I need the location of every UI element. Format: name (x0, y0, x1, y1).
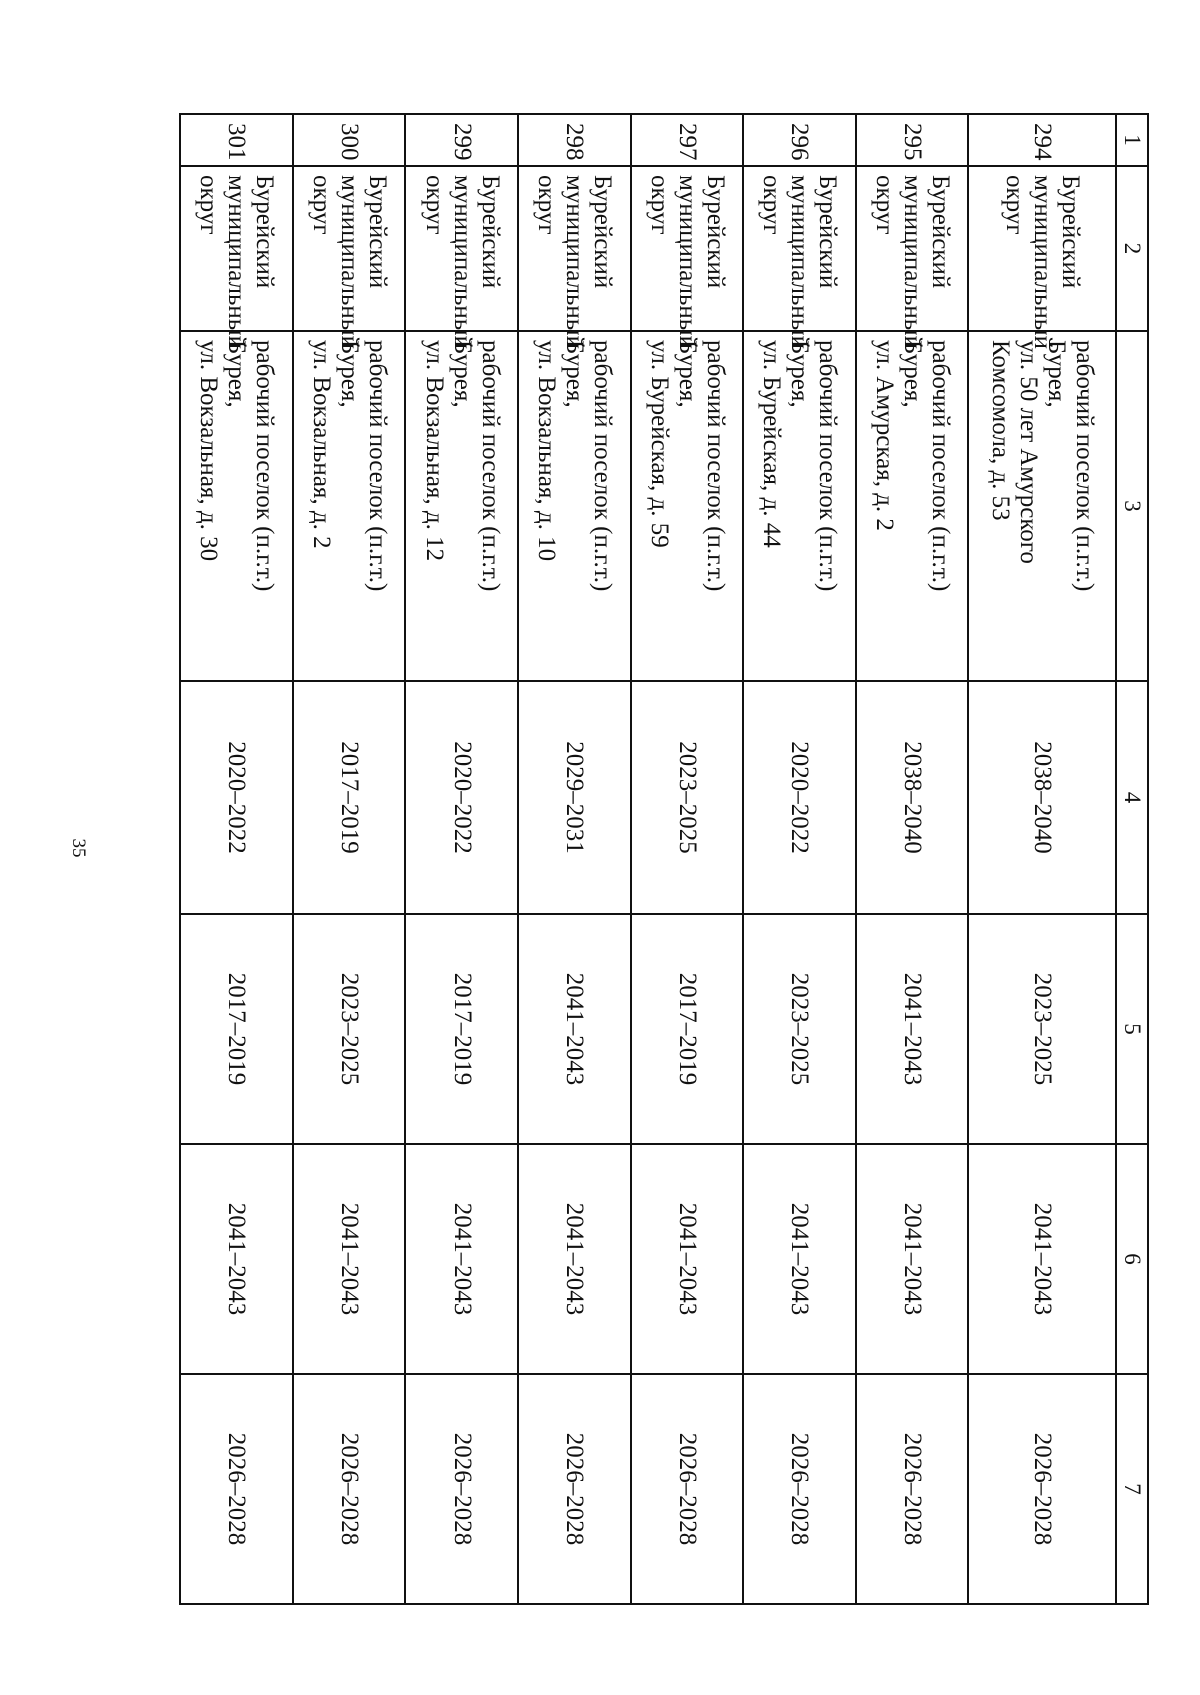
row-number-cell: 298 (518, 114, 631, 166)
municipality-line: Бурейский (251, 175, 279, 289)
municipality-cell (180, 166, 293, 349)
period-cell-col5: 2041–2043 (856, 914, 969, 1144)
address-line: Бурея, (899, 340, 927, 408)
period-cell-col4: 2020–2022 (743, 681, 856, 914)
address-line: рабочий поселок (п.г.т.) (814, 340, 842, 592)
municipality-line: муниципальный (786, 175, 814, 349)
period-cell-col4: 2017–2019 (293, 681, 406, 914)
address-cell (743, 331, 856, 681)
header-cell-6: 6 (1116, 1144, 1148, 1374)
header-cell-1: 1 (1116, 114, 1148, 166)
period-cell-col6: 2041–2043 (631, 1144, 744, 1374)
period-cell-col6: 2041–2043 (743, 1144, 856, 1374)
header-cell-7: 7 (1116, 1374, 1148, 1604)
period-cell-col4: 2029–2031 (518, 681, 631, 914)
municipality-line: муниципальный (1029, 175, 1057, 349)
municipality-line: округ (420, 175, 448, 235)
address-cell (856, 331, 969, 681)
municipality-cell (518, 166, 631, 349)
table-row (743, 114, 856, 1604)
municipality-line: Бурейский (476, 175, 504, 289)
table-body (180, 114, 1148, 1604)
header-cell-3: 3 (1116, 331, 1148, 681)
period-cell-col4: 2038–2040 (856, 681, 969, 914)
page-number: 35 (68, 838, 89, 858)
municipality-line: округ (1001, 175, 1029, 235)
address-line: ул. Вокзальная, д. 12 (420, 340, 448, 562)
municipality-line: округ (308, 175, 335, 235)
table-row (631, 114, 744, 1604)
municipality-cell (405, 166, 518, 349)
municipality-line: муниципальный (561, 175, 589, 349)
period-cell-col4: 2020–2022 (180, 681, 293, 914)
period-cell-col5: 2023–2025 (968, 914, 1116, 1144)
row-number-cell: 300 (293, 114, 406, 166)
period-cell-col5: 2023–2025 (743, 914, 856, 1144)
address-line: ул. Вокзальная, д. 10 (533, 340, 561, 562)
address-line: ул. 50 лет Амурского (1015, 340, 1043, 564)
header-cell-2: 2 (1116, 166, 1148, 331)
municipality-line: муниципальный (899, 175, 927, 349)
period-cell-col5: 2017–2019 (405, 914, 518, 1144)
period-cell-col7: 2026–2028 (968, 1374, 1116, 1604)
municipality-line: муниципальный (448, 175, 476, 349)
address-line: ул. Бурейская, д. 59 (645, 340, 673, 548)
schedule-table (179, 113, 1149, 1605)
address-line: Бурея, (786, 340, 814, 408)
period-cell-col4: 2023–2025 (631, 681, 744, 914)
row-number-cell: 296 (743, 114, 856, 166)
address-line: Бурея, (561, 340, 589, 408)
period-cell-col6: 2041–2043 (293, 1144, 406, 1374)
address-line: рабочий поселок (п.г.т.) (701, 340, 729, 592)
address-line: рабочий поселок (п.г.т.) (251, 340, 279, 592)
header-cell-4: 4 (1116, 681, 1148, 914)
address-line: Бурея, (336, 340, 363, 408)
period-cell-col4: 2038–2040 (968, 681, 1116, 914)
municipality-line: Бурейский (1057, 175, 1085, 289)
period-cell-col7: 2026–2028 (518, 1374, 631, 1604)
period-cell-col5: 2023–2025 (293, 914, 406, 1144)
municipality-line: Бурейский (701, 175, 729, 289)
period-cell-col4: 2020–2022 (405, 681, 518, 914)
municipality-cell (856, 166, 969, 349)
address-cell (968, 331, 1116, 681)
table-row (405, 114, 518, 1604)
period-cell-col7: 2026–2028 (743, 1374, 856, 1604)
table-container (179, 113, 1149, 1603)
address-line: рабочий поселок (п.г.т.) (927, 340, 955, 592)
address-line: Бурея, (673, 340, 701, 408)
row-number-cell: 297 (631, 114, 744, 166)
row-number-cell: 299 (405, 114, 518, 166)
address-cell (293, 331, 406, 681)
period-cell-col6: 2041–2043 (180, 1144, 293, 1374)
municipality-line: муниципальный (223, 175, 251, 349)
period-cell-col5: 2017–2019 (631, 914, 744, 1144)
row-number-cell: 295 (856, 114, 969, 166)
municipality-cell (293, 166, 406, 349)
municipality-line: Бурейский (814, 175, 842, 289)
address-line: рабочий поселок (п.г.т.) (1071, 340, 1099, 592)
address-line: Бурея, (223, 340, 251, 408)
period-cell-col6: 2041–2043 (405, 1144, 518, 1374)
municipality-cell (631, 166, 744, 349)
address-line: Бурея, (448, 340, 476, 408)
address-cell (180, 331, 293, 681)
period-cell-col6: 2041–2043 (518, 1144, 631, 1374)
table-row (180, 114, 293, 1604)
period-cell-col5: 2041–2043 (518, 914, 631, 1144)
municipality-line: округ (533, 175, 561, 235)
table-row (518, 114, 631, 1604)
table-row (293, 114, 406, 1604)
address-line: ул. Бурейская, д. 44 (758, 340, 786, 548)
municipality-cell (743, 166, 856, 349)
municipality-line: Бурейский (927, 175, 955, 289)
row-number-cell: 294 (968, 114, 1116, 166)
municipality-line: округ (871, 175, 899, 235)
table-row (856, 114, 969, 1604)
address-line: ул. Вокзальная, д. 2 (308, 340, 335, 549)
address-line: рабочий поселок (п.г.т.) (589, 340, 617, 592)
municipality-cell (968, 166, 1116, 349)
period-cell-col7: 2026–2028 (293, 1374, 406, 1604)
address-cell (631, 331, 744, 681)
period-cell-col5: 2017–2019 (180, 914, 293, 1144)
period-cell-col7: 2026–2028 (405, 1374, 518, 1604)
period-cell-col7: 2026–2028 (631, 1374, 744, 1604)
period-cell-col6: 2041–2043 (856, 1144, 969, 1374)
header-cell-5: 5 (1116, 914, 1148, 1144)
address-line: рабочий поселок (п.г.т.) (364, 340, 391, 592)
address-line: ул. Вокзальная, д. 30 (195, 340, 223, 562)
address-line: Комсомола, д. 53 (987, 340, 1015, 521)
municipality-line: муниципальный (673, 175, 701, 349)
period-cell-col6: 2041–2043 (968, 1144, 1116, 1374)
address-line: Бурея, (1043, 340, 1071, 408)
address-line: рабочий поселок (п.г.т.) (476, 340, 504, 592)
municipality-line: Бурейский (589, 175, 617, 289)
header-row (1116, 114, 1148, 1604)
row-number-cell: 301 (180, 114, 293, 166)
table-row (968, 114, 1116, 1604)
period-cell-col7: 2026–2028 (856, 1374, 969, 1604)
municipality-line: муниципальный (336, 175, 363, 349)
municipality-line: округ (195, 175, 223, 235)
address-cell (518, 331, 631, 681)
municipality-line: округ (645, 175, 673, 235)
address-cell (405, 331, 518, 681)
municipality-line: округ (758, 175, 786, 235)
period-cell-col7: 2026–2028 (180, 1374, 293, 1604)
municipality-line: Бурейский (364, 175, 391, 289)
rotated-table-frame (179, 113, 1149, 1603)
address-line: ул. Амурская, д. 2 (871, 340, 899, 531)
